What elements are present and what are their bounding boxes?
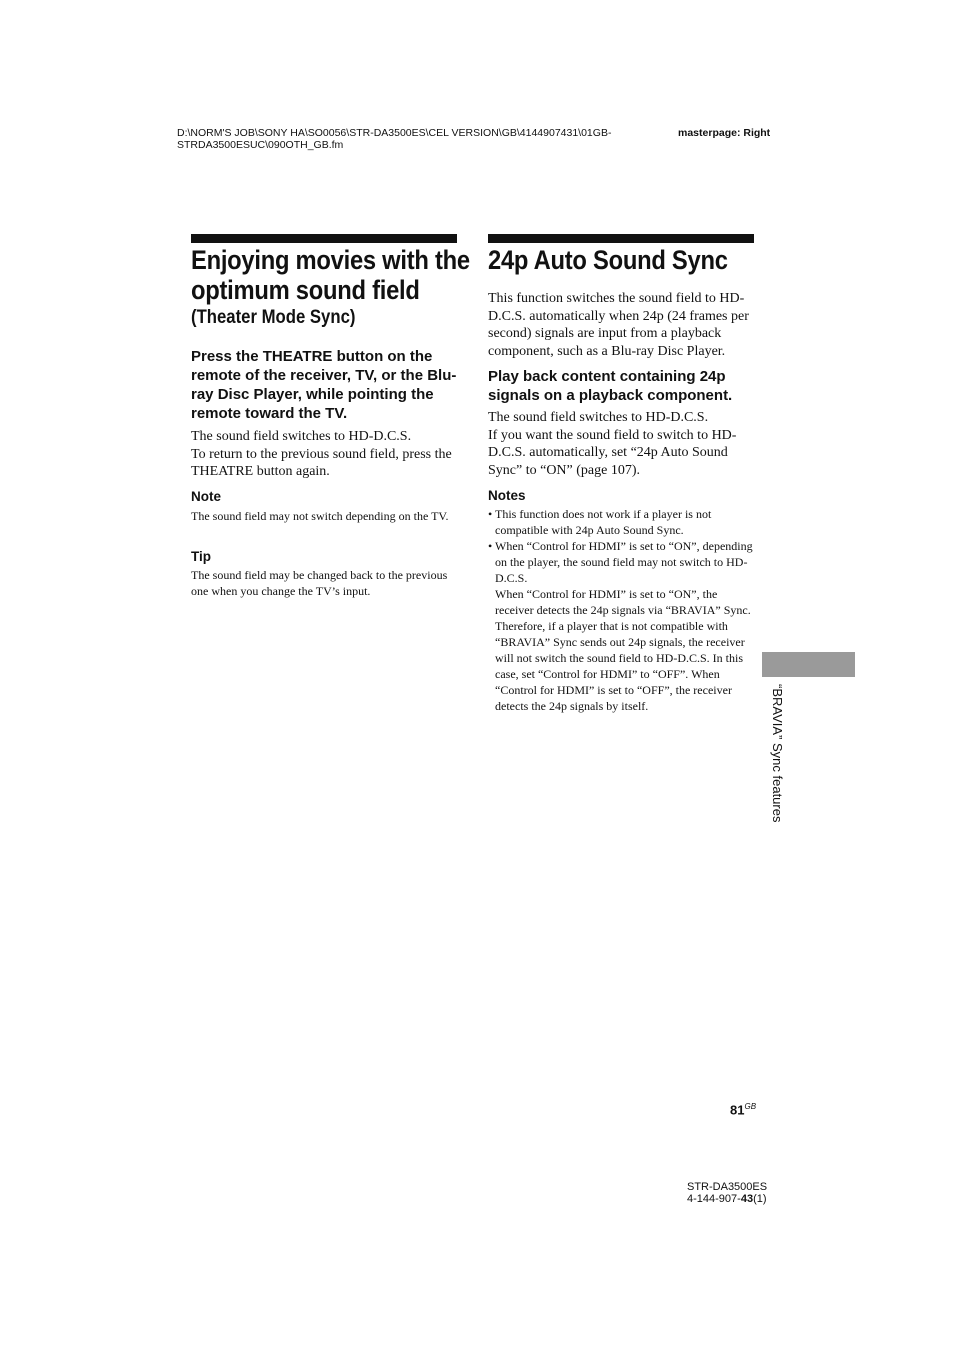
section-rule-left — [191, 234, 457, 243]
file-path — [177, 127, 657, 151]
body-text-right-line2: If you want the sound field to switch to HD-D.C.S. automatically, set “24p Auto Sound Sync” to “ON” (page 107). — [488, 427, 737, 478]
model-name: STR-DA3500ES — [687, 1181, 768, 1193]
chapter-tab — [762, 652, 855, 677]
section-title-line1: Enjoying movies with the — [191, 245, 470, 275]
page-number — [730, 1102, 756, 1117]
body-text-left — [191, 428, 459, 481]
part-number-suffix: (1) — [753, 1193, 767, 1205]
note-continuation: When “Control for HDMI” is set to “ON”, the receiver detects the 24p signals via “BRAVIA” Sync. Therefore, if a player that is not compatible with “BRAVIA” Sync sends out 24p signals, the receiver will not switch the sound field to HD-D.C.S. In this case, set “Control for HDMI” to “OFF”. When “Control for HDMI” is set to “OFF”, the receiver detects the 24p signals by itself. — [495, 587, 751, 713]
file-path-line2: STRDA3500ESUC\090OTH_GB.fm — [177, 139, 344, 151]
page-number-suffix: GB — [744, 1102, 757, 1111]
instruction-step-left: Press the THEATRE button on the remote of the receiver, TV, or the Blu-ray Disc Player, while pointing the remote toward the TV. — [191, 348, 457, 422]
body-text-right — [488, 409, 754, 479]
tip-label: Tip — [191, 549, 211, 564]
section-title-right: 24p Auto Sound Sync — [488, 245, 728, 275]
section-title-line2: optimum sound field — [191, 275, 420, 305]
file-path-line1: D:\NORM'S JOB\SONY HA\SO0056\STR-DA3500ES\CEL VERSION\GB\4144907431\01GB- — [177, 127, 612, 139]
part-number-bold: 43 — [740, 1193, 754, 1205]
intro-text-right: This function switches the sound field to HD-D.C.S. automatically when 24p (24 frames per second) signals are input from a playback component, such as a Blu-ray Disc Player. — [488, 291, 749, 359]
note-text: The sound field may not switch depending on the TV. — [191, 509, 449, 523]
section-subtitle-left: (Theater Mode Sync) — [191, 307, 356, 328]
note-item: • This function does not work if a player is not compatible with 24p Auto Sound Sync. — [488, 506, 753, 538]
tip-text: The sound field may be changed back to the previous one when you change the TV’s input. — [191, 568, 448, 598]
note-label: Note — [191, 489, 221, 504]
instruction-step-right: Play back content containing 24p signals on a playback component. — [488, 368, 733, 404]
body-text-left-line2: To return to the previous sound field, press the THEATRE button again. — [191, 446, 452, 479]
part-number — [687, 1193, 767, 1205]
notes-list — [488, 506, 753, 714]
masterpage-label: masterpage: Right — [678, 127, 771, 139]
section-title-left — [191, 245, 470, 305]
section-rule-right — [488, 234, 754, 243]
chapter-tab-label: “BRAVIA” Sync features — [770, 684, 785, 823]
body-text-right-line1: The sound field switches to HD-D.C.S. — [488, 410, 709, 425]
part-number-prefix: 4-144-907- — [687, 1193, 741, 1205]
page-number-value: 81 — [730, 1102, 745, 1118]
notes-label: Notes — [488, 488, 526, 503]
note-item: • When “Control for HDMI” is set to “ON”, depending on the player, the sound field may not switch to HD-D.C.S. — [488, 538, 753, 586]
model-code — [687, 1181, 767, 1205]
body-text-left-line1: The sound field switches to HD-D.C.S. — [191, 429, 412, 444]
